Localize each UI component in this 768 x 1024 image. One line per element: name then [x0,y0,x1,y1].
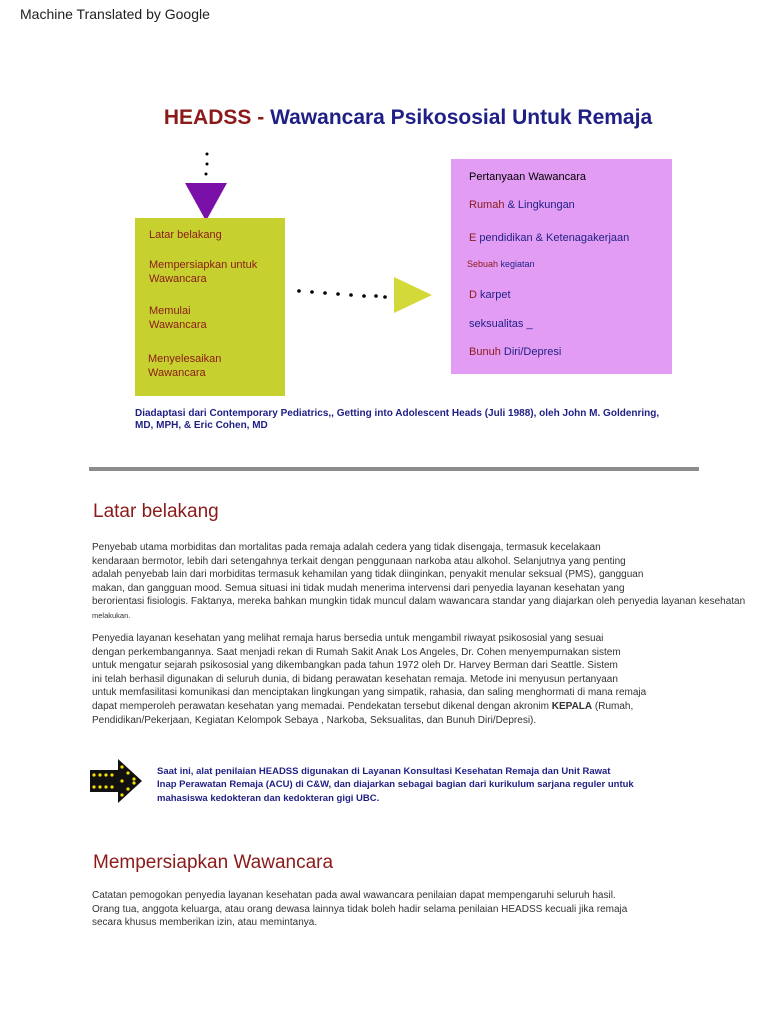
dot [374,294,378,298]
question-item: Bunuh Diri/Depresi [469,346,562,358]
dot [336,292,340,296]
dot [297,289,301,293]
arrow-head [185,183,227,221]
title-subtitle: Wawancara Psikososial Untuk Remaja [270,106,653,129]
stage-item: Memulai Wawancara [149,305,207,331]
yellow-right-arrow-icon [292,274,437,314]
arrow-shape [90,759,142,803]
question-item: Sebuah kegiatan [467,259,535,269]
background-paragraph-2: Penyedia layanan kesehatan yang melihat remaja harus bersedia untuk mengambil riwayat psikososial yang sesuai dengan perkembangannya. Saat menjadi rekan di Rumah Sakit Anak Los Angeles, Dr. Cohen menyempurnakan sistem untuk mengatur sejarah psikososial yang dikembangkan pada tahun 1972 oleh Dr. Harvey Berman dari Seattle. Sistem ini telah berhasil digunakan di seluruh dunia, di bidang perawatan kesehatan remaja. Metode ini menyusun pertanyaan untuk memfasilitasi komunikasi dan menciptakan lingkungan yang simpatik, rahasia, dan saling menghormati di mana remaja dapat memperoleh perawatan kesehatan yang memadai. Pendekatan tersebut dikenal dengan akronim KEPALA (Rumah, Pendidikan/Pekerjaan, Kegiatan Kelompok Sebaya , Narkoba, Seksualitas, dan Bunuh Diri/Depresi). [92,633,647,726]
question-item: seksualitas _ [469,318,533,330]
question-item: E pendidikan & Ketenagakerjaan [469,232,630,244]
translation-banner [0,0,768,30]
source-credit: Diadaptasi dari Contemporary Pediatrics,, Getting into Adolescent Heads (Juli 1988), oleh John M. Goldenring, MD, MPH, & Eric Cohen, MD [135,408,660,431]
dot [205,173,208,176]
section-heading-background: Latar belakang [93,501,219,522]
section-heading-prepare: Mempersiapkan Wawancara [93,852,334,873]
interview-questions-box [451,159,672,374]
marquee-arrow-icon [88,757,144,805]
stage-item: Mempersiapkan untuk Wawancara [149,259,258,285]
stage-item: Menyelesaikan Wawancara [148,353,222,379]
interview-stages-box [135,218,285,396]
acronym-kepala: KEPALA [551,700,593,712]
dot [310,290,314,294]
prepare-paragraph: Catatan pemogokan penyedia layanan kesehatan pada awal wawancara penilaian dapat mempengaruhi seluruh hasil. Orang tua, anggota keluarga, atau orang dewasa lainnya tidak boleh hadir selama penilaian HEADSS kecuali jika remaja secara khusus memberikan izin, atau memintanya. [92,890,628,929]
title-separator: - [251,106,271,129]
dot [206,163,209,166]
stage-item: Latar belakang [149,229,222,241]
title-acronym: HEADSS [163,106,252,129]
page-title [0,106,768,130]
questions-header: Pertanyaan Wawancara [469,171,586,183]
dot [323,291,327,295]
dot [206,153,209,156]
dot [349,293,353,297]
background-paragraph-1: Penyebab utama morbiditas dan mortalitas pada remaja adalah cedera yang tidak disengaja, termasuk kecelakaan kendaraan bermotor, lebih dari setengahnya terkait dengan penggunaan narkoba atau alkohol. Selanjutnya yang penting adalah penyebab lain dari morbiditas termasuk kehamilan yang tidak diinginkan, penyakit menular seksual (PMS), gangguan makan, dan gangguan mood. Semua situasi ini tidak mudah menerima intervensi dari penyedia layanan kesehatan yang berorientasi fisiologis. Faktanya, mereka bahkan mungkin tidak muncul dalam wawancara standar yang diajarkan oleh penyedia layanan kesehatan melakukan. [92,542,746,620]
purple-down-arrow-icon [180,148,232,224]
question-item: Rumah & Lingkungan [469,199,575,211]
question-item: D karpet [469,289,511,301]
dot [383,295,387,299]
translation-banner-text: Machine Translated by Google [20,6,210,22]
callout-text: Saat ini, alat penilaian HEADSS digunakan di Layanan Konsultasi Kesehatan Remaja dan Unit Rawat Inap Perawatan Remaja (ACU) di C&W, dan diajarkan sebagai bagian dari kurikulum sarjana reguler untuk mahasiswa kedokteran dan kedokteran gigi UBC. [157,766,634,804]
arrow-head [394,277,432,313]
section-divider [89,467,699,471]
dot [362,294,366,298]
